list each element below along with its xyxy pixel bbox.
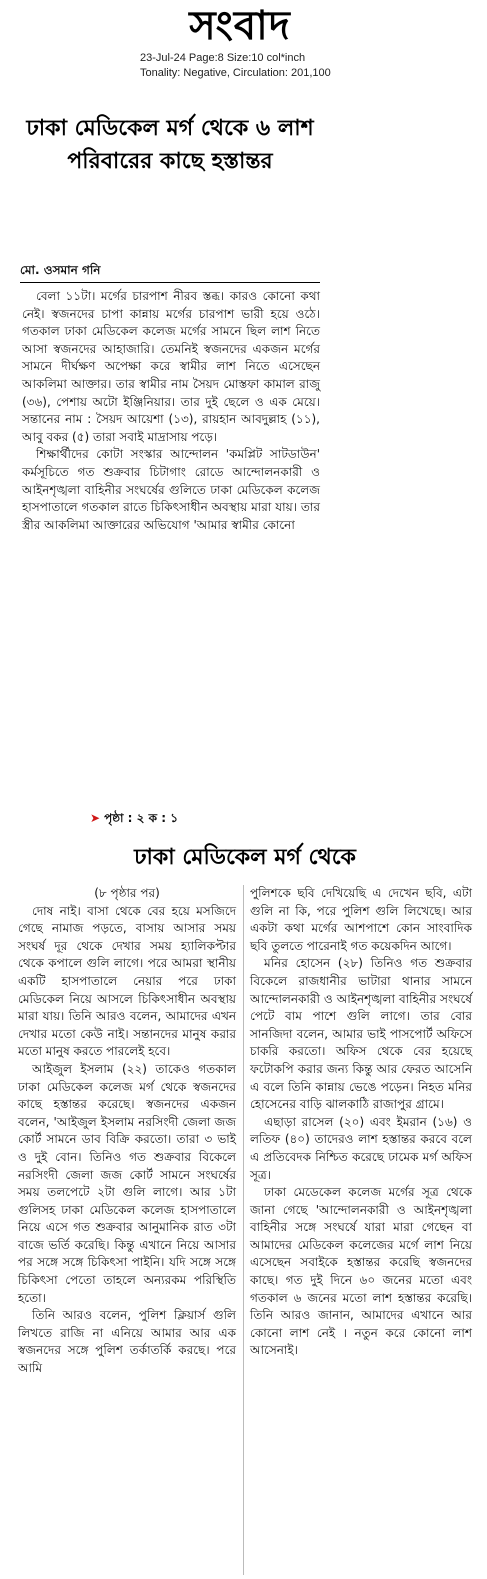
article-body-front	[22, 288, 320, 534]
article-byline: মো. ওসমান গনি	[20, 263, 101, 277]
article-headline: ঢাকা মেডিকেল মর্গ থেকে ৬ লাশ পরিবারের কাছে হস্তান্তর	[26, 116, 314, 174]
body-paragraph: দোষ নাই। বাসা থেকে বের হয়ে মসজিদে গেছে নামাজ পড়তে, বাসায় আসার সময় সংঘর্ষ দূর থেকে দেখার সময় হ্যালিকপ্টার থেকে কপালে গুলি লাগে। পরে আমরা স্থানীয় একটি হাসপাতালে নেয়ার পরে ঢাকা মেডিকেল নিয়ে আসলে চিকিৎসাধীন অবস্থায় মারা যায়। তিনি আরও বলেন, আমাদের এখন দেখার মতো কেউ নাই। সন্তানদের মানুষ করার মতো মানুষ করতে পারলেই হবে।	[18, 903, 236, 1059]
continuation-left-column	[18, 885, 236, 1378]
page-jump	[90, 810, 178, 826]
newspaper-logo: সংবাদ	[189, 2, 291, 49]
jump-text: পৃষ্ঠা : ২ ক : ১	[104, 811, 178, 825]
body-paragraph: পুলিশকে ছবি দেখিয়েছি এ দেখেন ছবি, এটা গুলি না কি, পরে পুলিশ গুলি লিখেছে। আর একটা কথা মর্গের আশপাশে কোন সাংবাদিক ছবি তুলতে পারেনাই গত কয়েকদিন আগে।	[250, 886, 472, 953]
body-paragraph: এছাড়া রাসেল (২০) এবং ইমরান (১৬) ও লতিফ (৪০) তাদেরও লাশ হস্তান্তর করবে বলে এ প্রতিবেদক নিশ্চিত করেছে ঢামেক মর্গ অফিস সূত্র।	[250, 1114, 472, 1182]
clipping-meta-date-page: 23-Jul-24 Page:8 Size:10 col*inch	[140, 52, 306, 64]
continuation-right-column	[250, 885, 472, 1360]
jump-arrow-icon: ➤	[90, 811, 101, 825]
column-divider	[243, 885, 244, 1575]
byline-divider	[20, 282, 320, 283]
continuation-headline: ঢাকা মেডিকেল মর্গ থেকে	[134, 845, 356, 870]
clipping-meta-tonality: Tonality: Negative, Circulation: 201,100	[140, 67, 331, 79]
body-paragraph: আইজুল ইসলাম (২২) তাকেও গতকাল ঢাকা মেডিকেল কলেজ মর্গ থেকে স্বজনদের কাছে হস্তান্তর করেছে। স্বজনদের একজন বলেন, 'আইজুল ইসলাম নরসিংদী জেলা জজ কোর্ট সামনে ডাব বিক্রি করতো। তারা ৩ ভাই ও দুই বোন। তিনিও গত শুক্রবার বিকেলে নরসিংদী জেলা জজ কোর্ট সামনে সংঘর্ষের সময় তলপেটে ২টা গুলি লাগে। আর ১টা গুলিসহ ঢাকা মেডিকেল কলেজ হাসপাতালে নিয়ে এসে গত শুক্রবার আনুমানিক রাত ৩টা বাজে ভর্তি করেছি। কিন্তু এখানে নিয়ে আসার পর সঙ্গে সঙ্গে চিকিৎসা পাইনি। যদি সঙ্গে সঙ্গে চিকিৎসা পেতো তাহলে অন্যরকম পরিস্থিতি হতো।	[18, 1061, 236, 1305]
body-paragraph: বেলা ১১টা। মর্গের চারপাশ নীরব স্তব্ধ। কারও কোনো কথা নেই। স্বজনদের চাপা কান্নায় মর্গের চারপাশ ভারী হয়ে ওঠে। গতকাল ঢাকা মেডিকেল কলেজ মর্গের সামনে ছিল লাশ নিতে আসা স্বজনদের আহাজারি। তেমনিই স্বজনদের একজন মর্গের সামনে দীর্ঘক্ষণ অপেক্ষা করে স্বামীর লাশ নিতে এসেছেন আকলিমা আক্তার। তার স্বামীর নাম সৈয়দ মোস্তফা কামাল রাজু (৩৬), পেশায় অটো ইঞ্জিনিয়ার। তার দুই ছেলে ও এক মেয়ে। সন্তানের নাম : সৈয়দ আয়েশা (১৩), রায়হান আবদুল্লাহ (১১), আবু বকর (৫) তারা সবাই মাদ্রাসায় পড়ে।	[22, 289, 320, 444]
from-page-note: (৮ পৃষ্ঠার পর)	[94, 886, 160, 900]
body-paragraph: শিক্ষার্থীদের কোটা সংস্কার আন্দোলন 'কমপ্লিট সাটডাউন' কর্মসূচিতে গত শুক্রবার চিটাগাং রোডে আন্দোলনকারী ও আইনশৃঙ্খলা বাহিনীর সংঘর্ষের গুলিতে ঢাকা মেডিকেল কলেজ হাসপাতালে গতকাল রাতে চিকিৎসাধীন অবস্থায় মারা যায়। তার স্ত্রীর আকলিমা আক্তারের অভিযোগ 'আমার স্বামীর কোনো	[22, 447, 320, 532]
body-paragraph: তিনি আরও বলেন, পুলিশ ক্লিয়ার্স গুলি লিখতে রাজি না এনিয়ে আমার আর এক স্বজনদের সঙ্গে পুলিশ তর্কাতর্কি করছে। পরে আমি	[18, 1308, 236, 1376]
body-paragraph: ঢাকা মেডেকেল কলেজ মর্গের সূত্র থেকে জানা গেছে 'আন্দোলনকারী ও আইনশৃঙ্খলা বাহিনীর সঙ্গে সংঘর্ষে যারা মারা গেছেন বা আমাদের মেডিকেল কলেজের মর্গে লাশ নিয়ে এসেছেন সবাইকে হস্তান্তর করেছি স্বজনদের কাছে। গত দুই দিনে ৬০ জনের মতো এবং গতকাল ৬ জনের মতো লাশ হস্তান্তর করেছি। তিনি আরও জানান, আমাদের এখানে আর কোনো লাশ নেই । নতুন করে কোনো লাশ আসেনাই।	[250, 1185, 472, 1358]
body-paragraph: মনির হোসেন (২৮) তিনিও গত শুক্রবার বিকেলে রাজধানীর ভাটারা থানার সামনে আন্দোলনকারী ও আইনশৃঙ্খলা বাহিনীর সংঘর্ষে পেটে বাম পাশে গুলি লাগে। তার বোর সানজিদা বলেন, আমার ভাই পাসপোর্ট অফিসে চাকরি করতো। অফিস থেকে বের হয়েছে ফটোকপি করার জন্য কিন্তু আর ফেরত আসেনি এ বলে তিনি কান্নায় ভেঙে পড়েন। নিহত মনির হোসেনের বাড়ি ঝালকাঠি রাজাপুর গ্রামে।	[250, 956, 472, 1112]
masthead	[0, 0, 487, 90]
